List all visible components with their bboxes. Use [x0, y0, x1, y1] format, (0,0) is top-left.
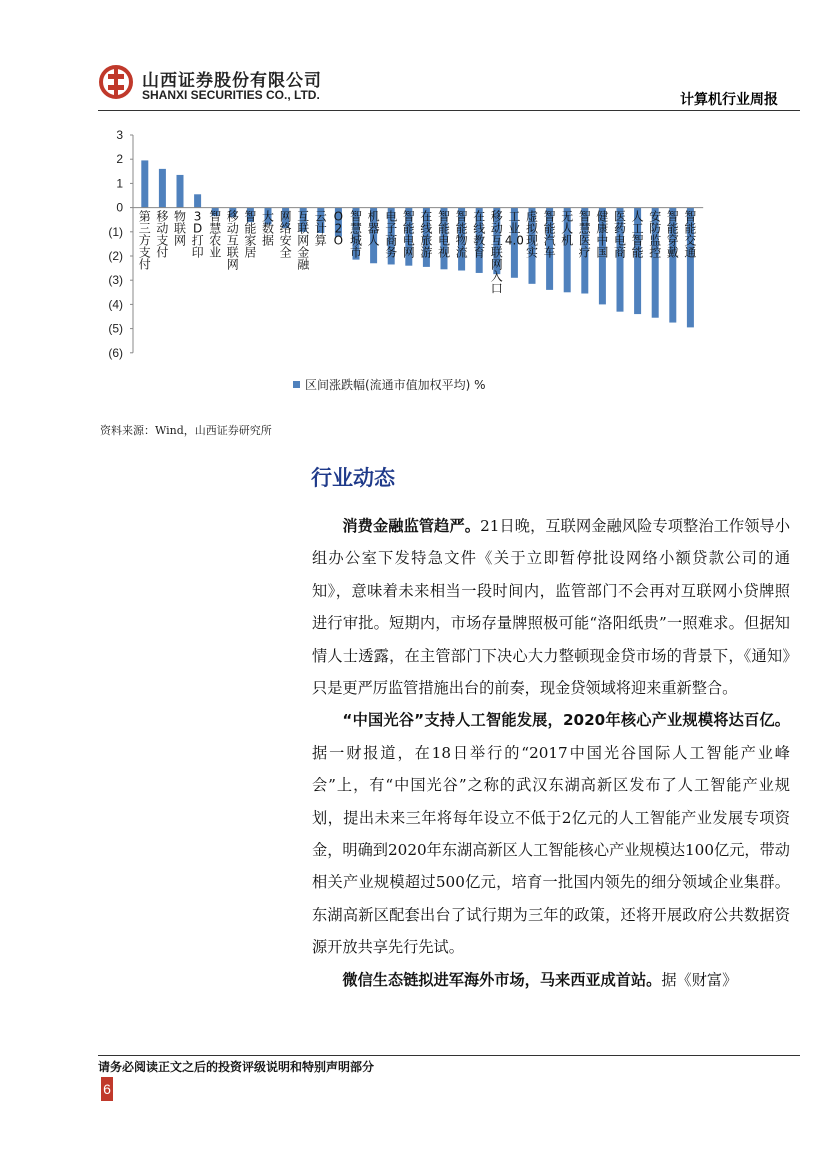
report-type: 计算机行业周报 [680, 92, 778, 108]
legend-label: 区间涨跌幅(流通市值加权平均) % [305, 378, 486, 392]
category-label: 移动互联网入口 [490, 209, 503, 296]
category-label: 智能穿戴 [666, 209, 679, 260]
page-number: 6 [101, 1077, 113, 1101]
bar [141, 160, 148, 207]
y-tick-label: (2) [108, 249, 123, 263]
category-label: 人工智能 [631, 209, 644, 260]
category-label: 智能交通 [684, 209, 697, 260]
paragraph-text: 据《财富》 [661, 970, 738, 989]
bar [159, 169, 166, 208]
category-label: 无人机 [561, 209, 574, 248]
bar [177, 175, 184, 208]
company-name-cn: 山西证券股份有限公司 [142, 71, 322, 91]
y-tick-label: (6) [108, 345, 123, 360]
category-label: 物联网 [173, 209, 187, 248]
category-label: 智慧农业 [209, 209, 222, 260]
category-label: 在线教育 [473, 209, 486, 260]
report-header [98, 58, 800, 110]
category-label: 在线旅游 [420, 209, 433, 260]
paragraph [312, 964, 790, 996]
category-label: 虚拟现实 [525, 209, 539, 260]
company-name-en: SHANXI SECURITIES CO., LTD. [142, 88, 320, 102]
category-label: 大数据 [261, 209, 275, 248]
paragraph-lead: 微信生态链拟进军海外市场，马来西亚成首站。 [342, 970, 662, 989]
legend-swatch [293, 381, 300, 388]
category-label: 互联网金融 [297, 209, 310, 272]
category-label: 机器人 [367, 209, 380, 248]
category-label: 网络安全 [279, 209, 292, 260]
y-tick-label: (3) [108, 273, 123, 288]
category-label: 智能电视 [437, 209, 451, 260]
company-logo-icon [98, 62, 134, 102]
body-text [312, 510, 790, 996]
y-tick-label: 0 [116, 200, 123, 215]
paragraph-lead: “中国光谷”支持人工智能发展，2020年核心产业规模将达百亿。 [342, 711, 790, 730]
category-label: 智能物流 [455, 209, 468, 260]
disclaimer-note: 请务必阅读正文之后的投资评级说明和特别声明部分 [98, 1060, 375, 1074]
y-tick-label: (1) [108, 224, 123, 239]
y-tick-label: 3 [116, 128, 123, 142]
y-tick-label: (4) [108, 297, 123, 312]
chart-legend [293, 376, 486, 393]
category-label: 智能电网 [402, 209, 415, 260]
category-label: 电子商务 [385, 209, 398, 260]
category-label: 智能汽车 [543, 209, 556, 260]
category-label: 工业 4.0 [504, 209, 524, 248]
category-label: 智能家居 [244, 209, 257, 260]
category-label: 智慧城市 [349, 209, 363, 260]
paragraph [312, 704, 790, 963]
header-divider [98, 110, 800, 111]
data-source: 资料来源：Wind，山西证券研究所 [100, 424, 272, 437]
category-label: 3 D 打印 [191, 209, 204, 260]
category-label: 第三方支付 [138, 209, 151, 272]
category-label: O 2 O [333, 209, 344, 248]
paragraph-lead: 消费金融监管趋严。 [342, 517, 481, 535]
paragraph-text: 21日晚，互联网金融风险专项整治工作领导小组办公室下发特急文件《关于立即暂停批设网络小额贷款公司的通知》，意味着未来相当一段时间内，监管部门不会再对互联网小贷牌照进行审批。短期内，市场存量牌照极可能“洛阳纸贵”一照难求。但据知情人士透露，在主管部门下决心大力整顿现金贷市场的背景下，《通知》只是更严厉监管措施出台的前奏，现金贷领域将迎来重新整合。 [312, 517, 791, 698]
bar-chart [100, 118, 800, 408]
category-label: 医药电商 [613, 209, 627, 260]
paragraph-text: 据一财报道，在18日举行的“2017中国光谷国际人工智能产业峰会”上，有“中国光谷”之称的武汉东湖高新区发布了人工智能产业规划，提出未来三年将每年设立不低于2亿元的人工智能产业发展专项资金，明确到2020年东湖高新区人工智能核心产业规模达100亿元，带动相关产业规模超过500亿元，培育一批国内领先的细分领域企业集群。东湖高新区配套出台了试行期为三年的政策，还将开展政府公共数据资源开放共享先行先试。 [312, 743, 790, 957]
category-label: 云计算 [314, 209, 327, 248]
y-tick-label: (5) [108, 321, 123, 336]
category-label: 安防监控 [649, 209, 662, 260]
category-label: 智慧医疗 [578, 209, 591, 260]
bar [194, 194, 201, 207]
footer-divider [98, 1055, 800, 1056]
chart-canvas [100, 118, 800, 368]
paragraph [312, 510, 790, 704]
category-label: 移动互联网 [226, 209, 239, 272]
y-tick-label: 1 [116, 176, 123, 191]
y-tick-label: 2 [116, 152, 123, 167]
category-label: 移动支付 [156, 209, 169, 260]
section-title: 行业动态 [311, 466, 395, 490]
category-label: 健康中国 [596, 209, 609, 260]
